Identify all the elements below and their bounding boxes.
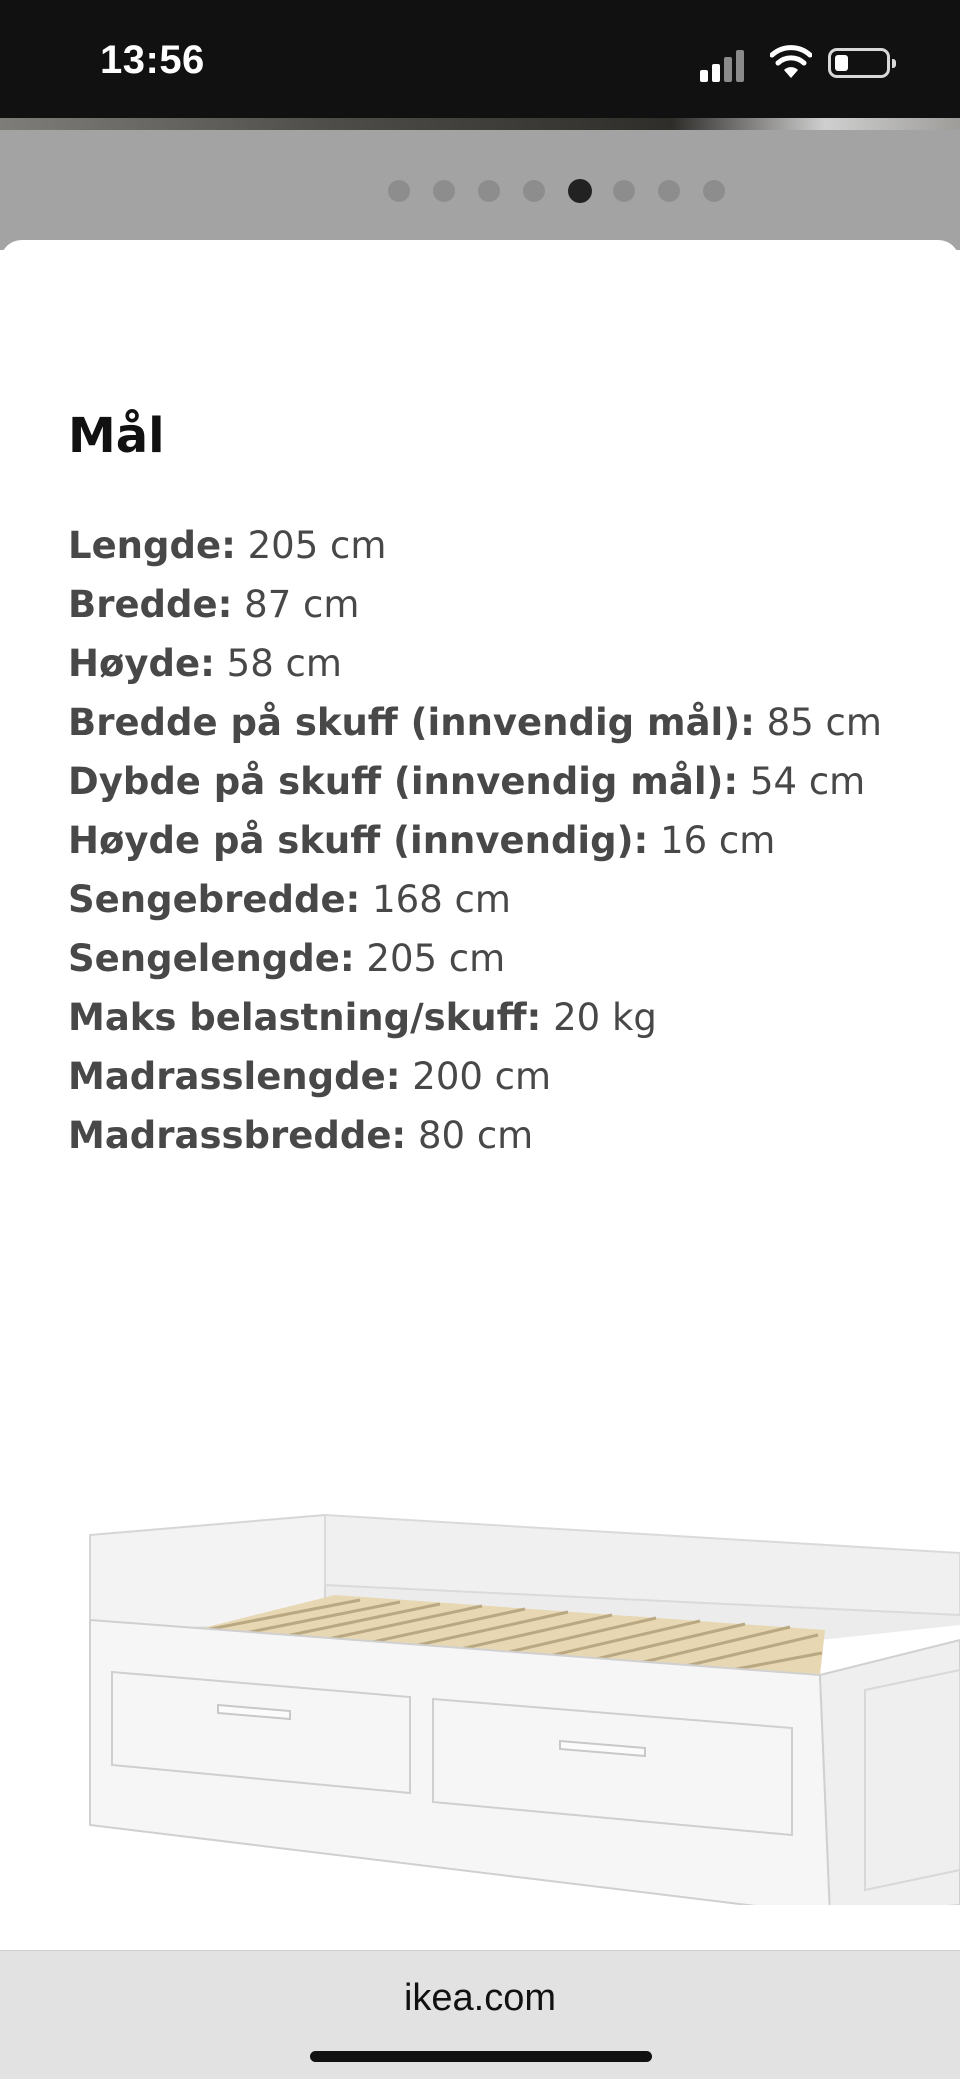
gallery-dot[interactable] (613, 180, 635, 202)
gallery-dot[interactable] (703, 180, 725, 202)
gallery-dot-active[interactable] (568, 179, 592, 203)
gallery-pagination-dots[interactable] (0, 180, 960, 206)
dimension-label: Bredde på skuff (innvendig mål): (68, 701, 755, 744)
image-gallery[interactable] (0, 130, 960, 250)
dimension-value: 87 cm (232, 583, 360, 626)
status-time: 13:56 (100, 38, 205, 82)
daybed-product-image (0, 1475, 960, 1905)
cellular-signal-icon (700, 48, 750, 82)
dimension-value: 54 cm (738, 760, 866, 803)
dimension-row (68, 1106, 882, 1165)
dimension-row (68, 811, 882, 870)
dimension-value: 205 cm (354, 937, 506, 980)
home-indicator[interactable] (310, 2051, 652, 2062)
browser-url[interactable]: ikea.com (403, 1977, 557, 2019)
dimension-label: Bredde: (68, 583, 233, 626)
dimensions-list (68, 516, 882, 1165)
dimension-row (68, 870, 882, 929)
wifi-icon (770, 44, 812, 80)
battery-level (835, 55, 848, 71)
gallery-dot[interactable] (433, 180, 455, 202)
dimension-label: Maks belastning/skuff: (68, 996, 542, 1039)
dimension-label: Høyde: (68, 642, 215, 685)
status-bar (0, 0, 960, 118)
dimension-row (68, 988, 882, 1047)
gallery-dot[interactable] (658, 180, 680, 202)
dimension-label: Sengebredde: (68, 878, 361, 921)
dimension-row (68, 575, 882, 634)
dimensions-sheet (0, 240, 960, 1950)
dimension-value: 58 cm (214, 642, 342, 685)
dimension-row (68, 929, 882, 988)
dimension-value: 16 cm (648, 819, 776, 862)
section-title: Mål (68, 408, 165, 464)
dimension-label: Madrasslengde: (68, 1055, 401, 1098)
dimension-value: 168 cm (360, 878, 511, 921)
dimension-value: 80 cm (406, 1114, 534, 1157)
dimension-row (68, 634, 882, 693)
dimension-value: 205 cm (235, 524, 387, 567)
gallery-dot[interactable] (523, 180, 545, 202)
dimension-row (68, 693, 882, 752)
dimension-row (68, 516, 882, 575)
gallery-dot[interactable] (388, 180, 410, 202)
dimension-value: 85 cm (754, 701, 882, 744)
dimension-value: 200 cm (400, 1055, 552, 1098)
dimension-label: Høyde på skuff (innvendig): (68, 819, 649, 862)
dimension-label: Dybde på skuff (innvendig mål): (68, 760, 739, 803)
dimension-label: Sengelengde: (68, 937, 355, 980)
dimension-label: Lengde: (68, 524, 236, 567)
battery-icon (828, 48, 890, 78)
gallery-image-edge (0, 118, 960, 130)
dimension-value: 20 kg (541, 996, 657, 1039)
gallery-dot[interactable] (478, 180, 500, 202)
dimension-label: Madrassbredde: (68, 1114, 407, 1157)
browser-address-bar[interactable] (0, 1950, 960, 2079)
dimension-row (68, 752, 882, 811)
dimension-row (68, 1047, 882, 1106)
